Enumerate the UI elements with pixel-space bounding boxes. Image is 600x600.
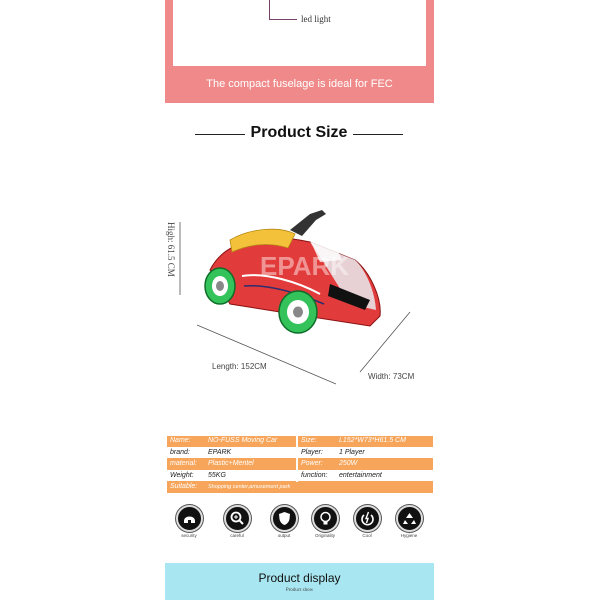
spec-weight-value: 55KG — [206, 471, 296, 483]
spec-brand-label: brand: — [167, 448, 206, 460]
width-label: Width: 73CM — [368, 372, 415, 381]
shield-icon — [271, 505, 298, 532]
callout-line — [269, 0, 270, 19]
spec-name-label: Name: — [167, 436, 206, 447]
magnifier-icon — [224, 505, 251, 532]
length-label: Length: 152CM — [212, 362, 267, 371]
wheel-front — [279, 291, 317, 333]
power-icon — [354, 505, 381, 532]
spec-suitable-label: Suitable: — [167, 482, 206, 493]
spec-material-value: Plastic+Mentel — [206, 459, 296, 470]
recycle-icon — [396, 505, 423, 532]
spec-size-value: L152*W73*H61.5 CM — [337, 436, 433, 447]
product-display-subtitle: Product show — [285, 588, 314, 593]
spec-player-value: 1 Player — [337, 448, 433, 460]
spec-row — [167, 459, 431, 471]
spec-player-label: Player: — [298, 448, 337, 460]
feature-caption: Hygiene — [400, 533, 418, 538]
feature-hygiene — [394, 505, 424, 538]
feature-originality — [310, 505, 340, 538]
heading-rule-right — [353, 134, 403, 135]
spec-power-value: 250W — [337, 459, 433, 470]
lightbulb-icon — [312, 505, 339, 532]
feature-caption: output — [277, 533, 291, 538]
banner-image-area — [173, 0, 426, 66]
spec-name-value: NO-FUSS Moving Car — [206, 436, 296, 447]
spec-row — [167, 482, 431, 494]
spec-row — [167, 471, 431, 483]
product-display-banner — [165, 563, 434, 600]
height-label: High: 61.5 CM — [166, 222, 176, 277]
spec-function-value: entertainment — [337, 471, 433, 483]
top-banner — [165, 0, 434, 103]
spec-row — [167, 436, 431, 448]
spec-brand-value: EPARK — [206, 448, 296, 460]
feature-security — [174, 505, 204, 538]
feature-icons — [174, 505, 430, 545]
feature-caption: Originality — [314, 533, 335, 538]
feature-careful — [222, 505, 252, 538]
spec-size-label: Size: — [298, 436, 337, 447]
led-light-callout: led light — [301, 14, 331, 24]
feature-output — [269, 505, 299, 538]
spec-power-label: Power: — [298, 459, 337, 470]
feature-caption: security — [181, 533, 197, 538]
length-dimension-line — [197, 325, 336, 384]
product-display-title: Product display — [258, 571, 341, 585]
feature-caption: Cool — [362, 533, 372, 538]
wheel-rear — [205, 268, 235, 304]
product-image — [170, 200, 430, 390]
spec-table — [167, 436, 431, 494]
feature-cool — [352, 505, 382, 538]
spec-material-label: material: — [167, 459, 206, 470]
spec-suitable-value: Shopping center,amusement park — [206, 482, 433, 493]
callout-line — [269, 19, 297, 20]
spec-weight-label: Weight: — [167, 471, 206, 483]
feature-caption: careful — [230, 533, 244, 538]
product-size-title: Product Size — [250, 124, 348, 141]
watermark: EPARK — [260, 251, 350, 281]
banner-caption: The compact fuselage is ideal for FEC — [206, 78, 393, 90]
product-size-heading — [195, 124, 403, 144]
spec-function-label: function: — [298, 471, 337, 483]
spec-row — [167, 448, 431, 460]
helmet-icon — [176, 505, 203, 532]
